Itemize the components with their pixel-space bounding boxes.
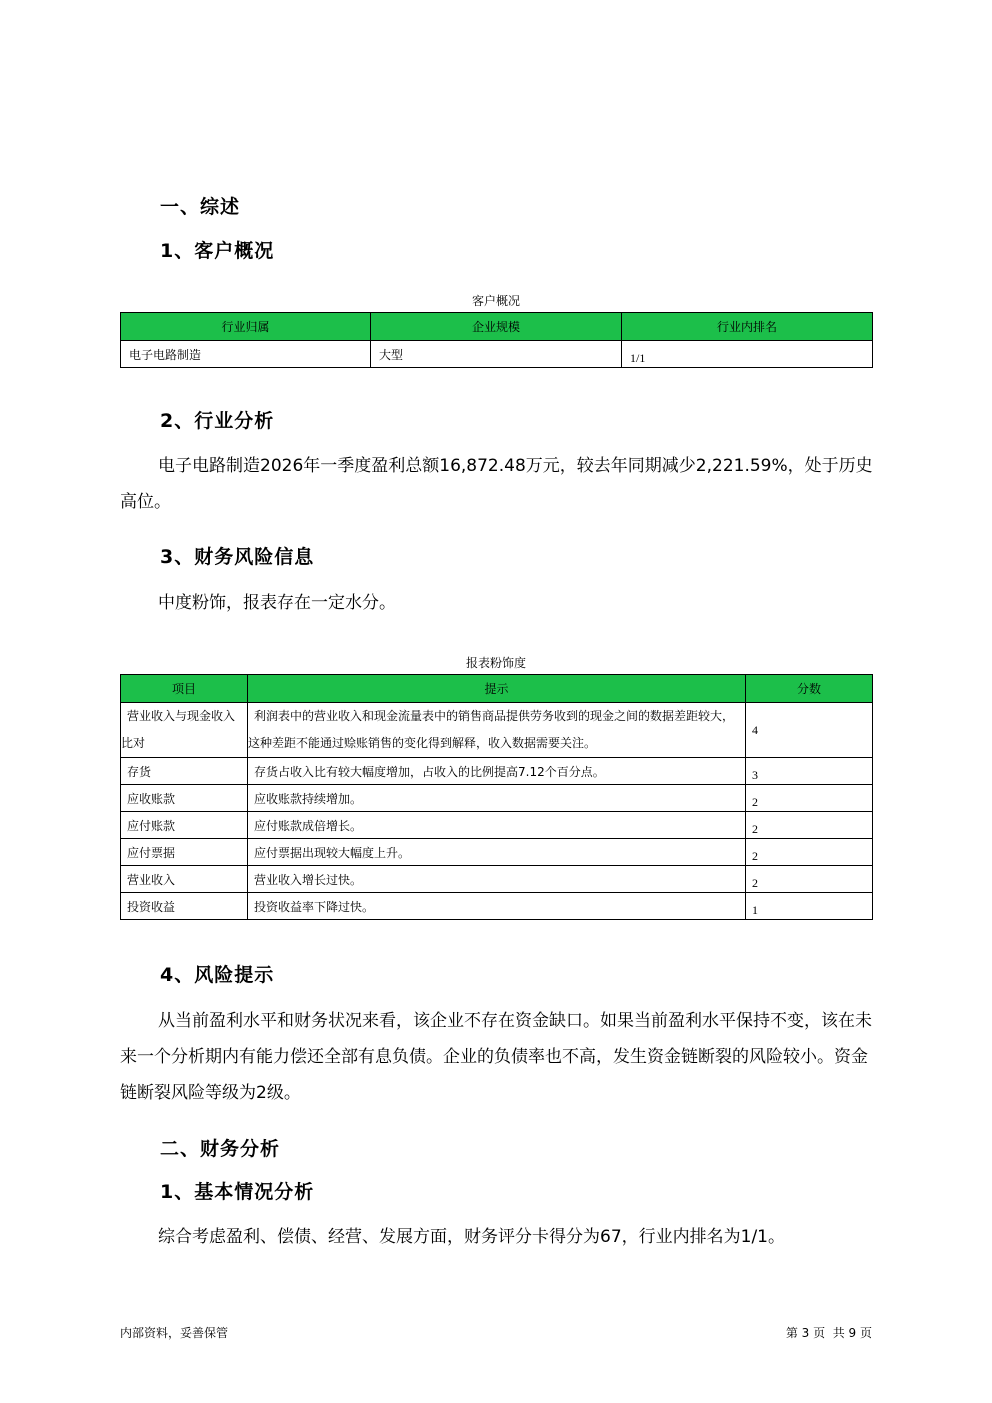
table-row bbox=[121, 812, 873, 839]
subheading-industry-analysis: 2、行业分析 bbox=[160, 410, 275, 432]
cell-item: 应付账款 bbox=[121, 812, 248, 839]
cell-scale: 大型 bbox=[371, 341, 622, 368]
risk-warning-content: 从当前盈利水平和财务状况来看，该企业不存在资金缺口。如果当前盈利水平保持不变，该在未来一个分析期内有能力偿还全部有息负债。企业的负债率也不高，发生资金链断裂的风险较小。资金链断裂风险等级为2级。 bbox=[120, 1011, 872, 1103]
header-hint: 提示 bbox=[248, 675, 746, 703]
table-row bbox=[121, 893, 873, 920]
cell-score: 1 bbox=[746, 893, 873, 920]
cell-item: 存货 bbox=[121, 758, 248, 785]
financial-risk-content: 中度粉饰，报表存在一定水分。 bbox=[158, 593, 396, 613]
table-row bbox=[121, 758, 873, 785]
header-industry: 行业归属 bbox=[121, 313, 371, 341]
section-heading-financial-analysis: 二、财务分析 bbox=[160, 1138, 281, 1160]
cell-hint: 应付账款成倍增长。 bbox=[248, 812, 746, 839]
table-caption-whitewash: 报表粉饰度 bbox=[465, 656, 526, 670]
table-row bbox=[121, 866, 873, 893]
cell-item: 营业收入 bbox=[121, 866, 248, 893]
cell-item: 投资收益 bbox=[121, 893, 248, 920]
customer-overview-table bbox=[120, 312, 873, 368]
cell-rank: 1/1 bbox=[622, 341, 873, 368]
cell-score: 2 bbox=[746, 812, 873, 839]
subheading-risk-warning: 4、风险提示 bbox=[160, 964, 275, 986]
table-caption-customer: 客户概况 bbox=[471, 294, 520, 308]
header-item: 项目 bbox=[121, 675, 248, 703]
cell-score: 4 bbox=[746, 703, 873, 758]
subheading-financial-risk: 3、财务风险信息 bbox=[160, 546, 315, 568]
subheading-basic-analysis: 1、基本情况分析 bbox=[160, 1181, 315, 1203]
cell-hint: 营业收入增长过快。 bbox=[248, 866, 746, 893]
cell-item: 应收账款 bbox=[121, 785, 248, 812]
cell-score: 3 bbox=[746, 758, 873, 785]
subheading-customer-overview: 1、客户概况 bbox=[160, 240, 275, 262]
cell-score: 2 bbox=[746, 866, 873, 893]
footer-confidential: 内部资料，妥善保管 bbox=[120, 1326, 229, 1340]
header-score: 分数 bbox=[746, 675, 873, 703]
cell-score: 2 bbox=[746, 785, 873, 812]
cell-industry: 电子电路制造 bbox=[121, 341, 371, 368]
cell-score: 2 bbox=[746, 839, 873, 866]
cell-item: 营业收入与现金收入比对 bbox=[121, 703, 248, 758]
table-row bbox=[121, 703, 873, 758]
cell-hint: 应付票据出现较大幅度上升。 bbox=[248, 839, 746, 866]
industry-analysis-content: 电子电路制造2026年一季度盈利总额16,872.48万元，较去年同期减少2,221.59%，处于历史高位。 bbox=[120, 456, 873, 512]
basic-analysis-content: 综合考虑盈利、偿债、经营、发展方面，财务评分卡得分为67，行业内排名为1/1。 bbox=[158, 1227, 785, 1247]
risk-warning-text bbox=[120, 1003, 880, 1111]
basic-analysis-text bbox=[120, 1219, 880, 1255]
industry-analysis-text bbox=[120, 448, 880, 520]
table-row bbox=[121, 839, 873, 866]
whitewash-table bbox=[120, 674, 873, 920]
section-heading-overview: 一、综述 bbox=[160, 196, 241, 218]
financial-risk-text bbox=[120, 585, 880, 621]
footer-page-number: 第 3 页 共 9 页 bbox=[785, 1326, 872, 1340]
cell-item: 应付票据 bbox=[121, 839, 248, 866]
cell-hint: 利润表中的营业收入和现金流量表中的销售商品提供劳务收到的现金之间的数据差距较大，这种差距不能通过赊账销售的变化得到解释，收入数据需要关注。 bbox=[248, 703, 746, 758]
cell-hint: 存货占收入比有较大幅度增加，占收入的比例提高7.12个百分点。 bbox=[248, 758, 746, 785]
header-scale: 企业规模 bbox=[371, 313, 622, 341]
cell-hint: 投资收益率下降过快。 bbox=[248, 893, 746, 920]
header-rank: 行业内排名 bbox=[622, 313, 873, 341]
table-row bbox=[121, 785, 873, 812]
cell-hint: 应收账款持续增加。 bbox=[248, 785, 746, 812]
